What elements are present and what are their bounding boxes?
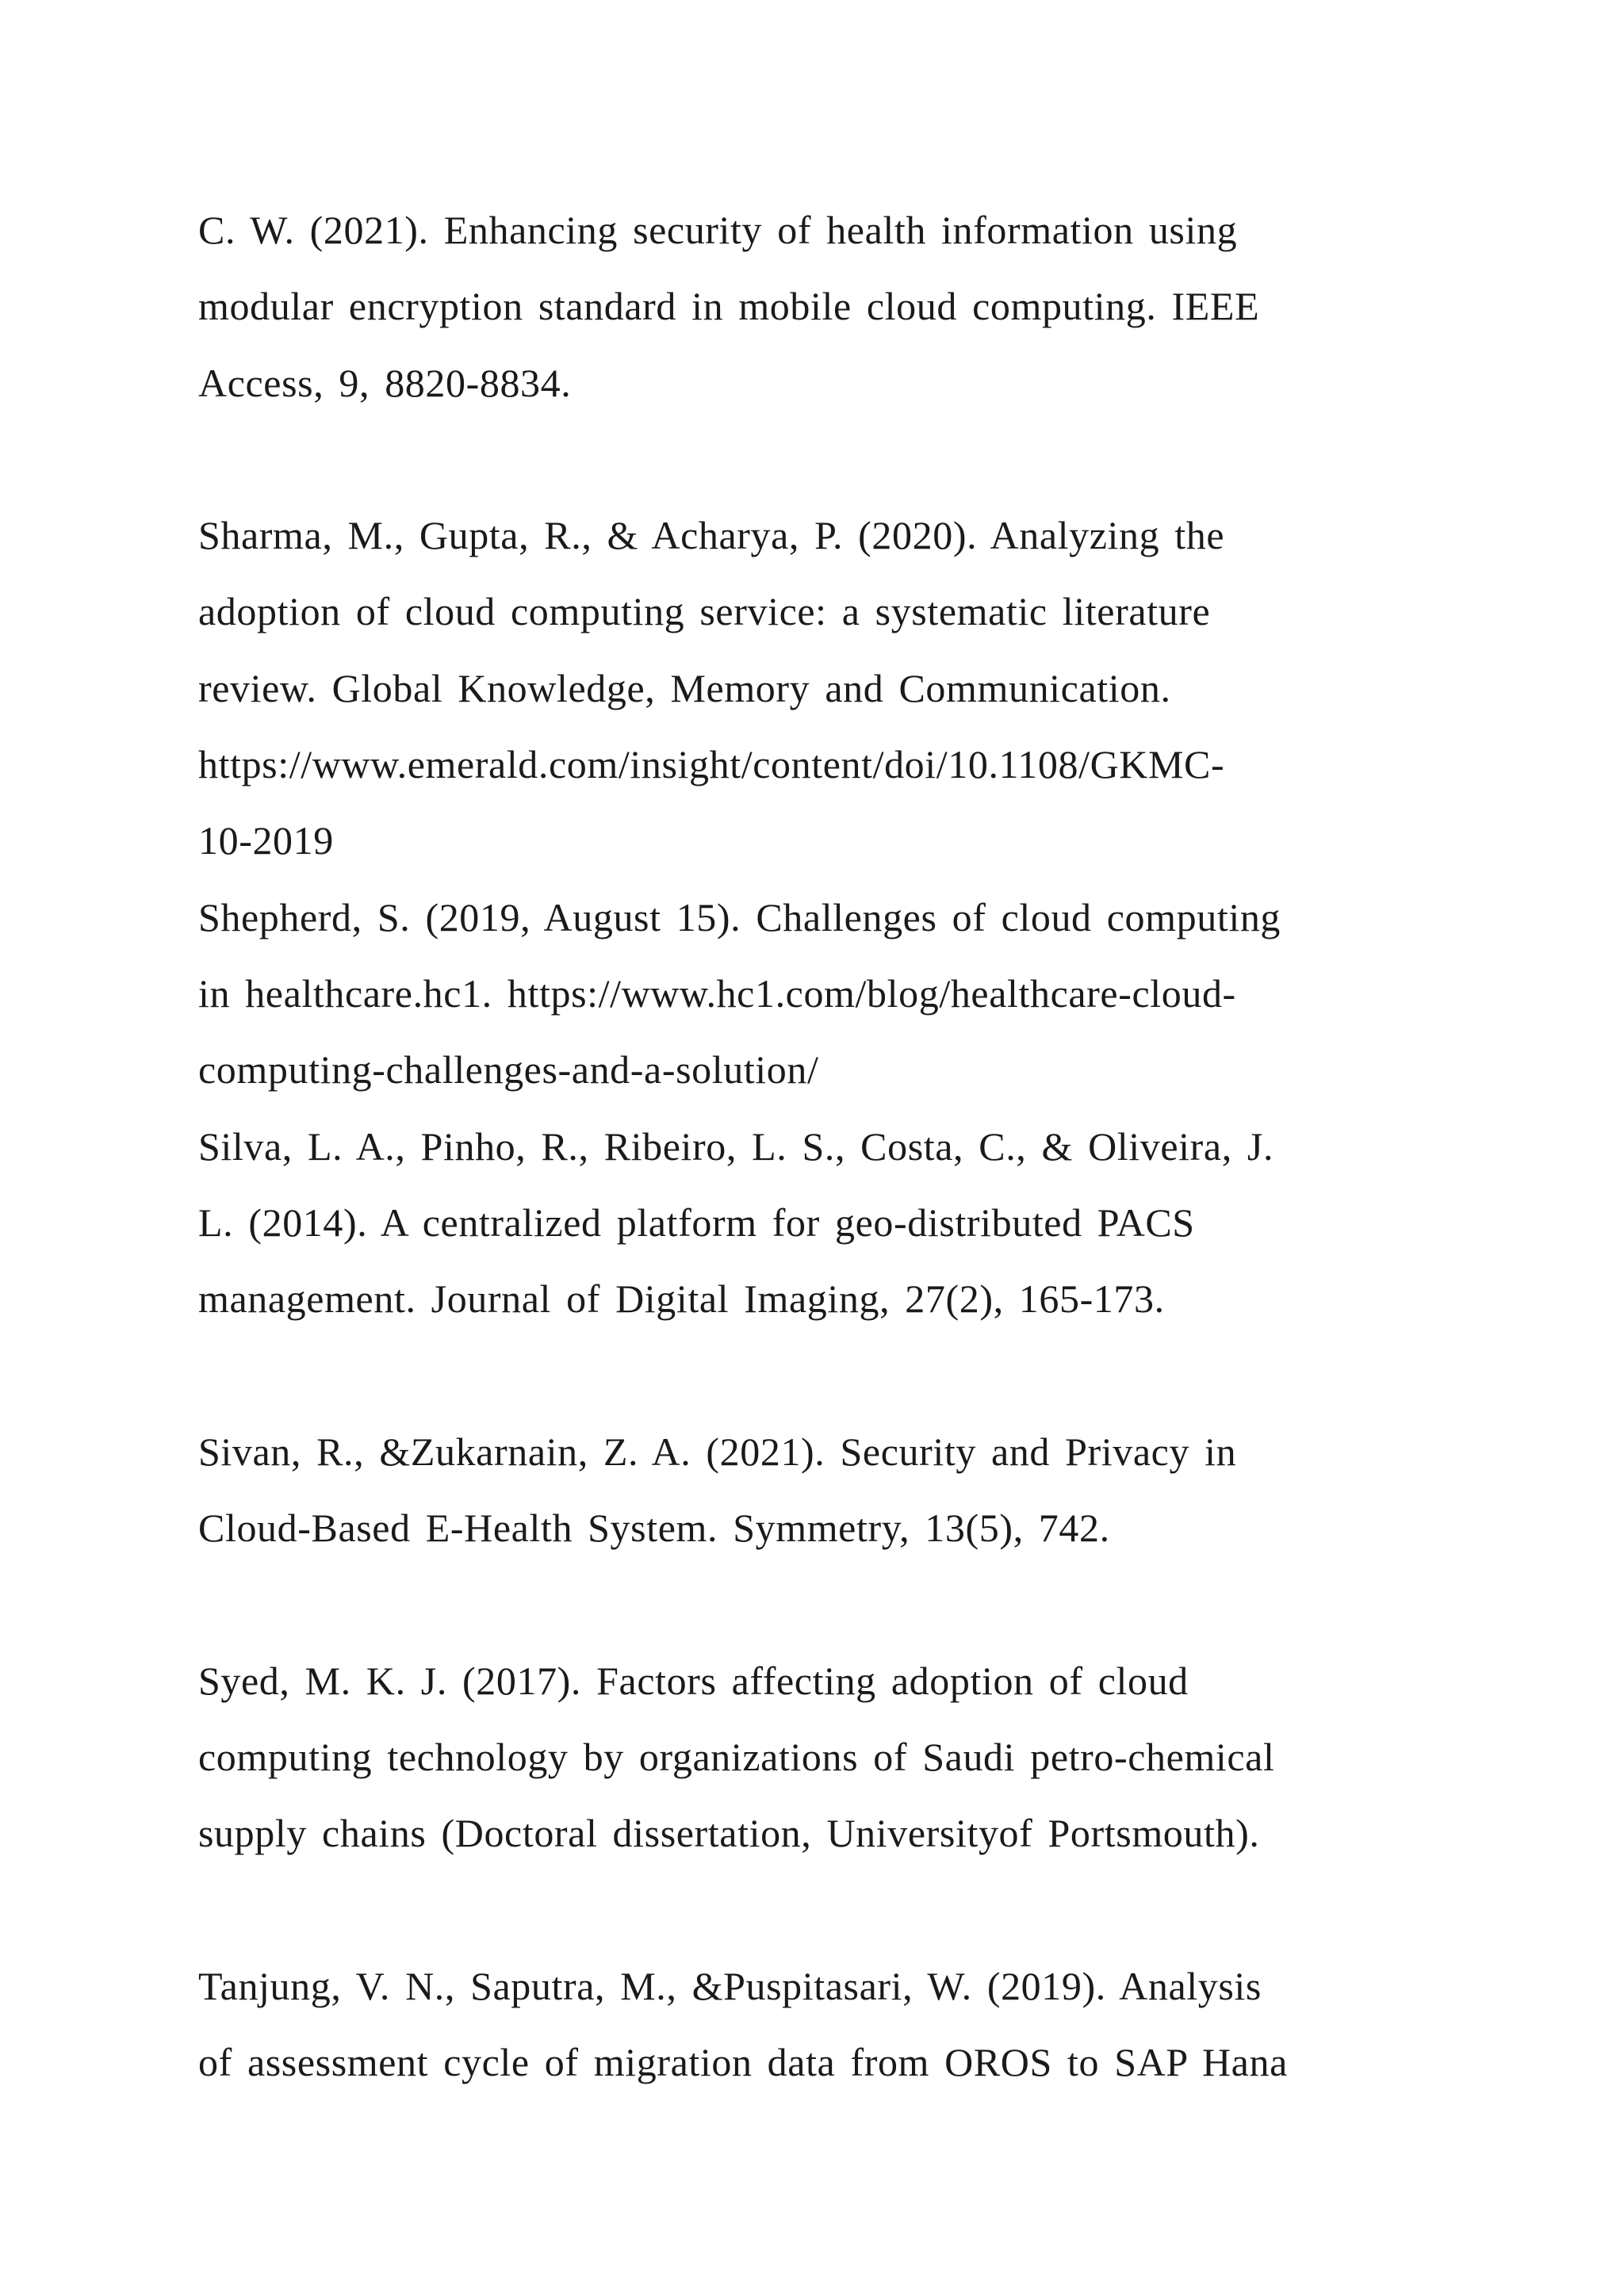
reference-line: computing technology by organizations of Saudi petro-chemical [198,1734,1275,1779]
reference-line: Syed, M. K. J. (2017). Factors affecting adoption of cloud [198,1658,1189,1703]
reference-line: C. W. (2021). Enhancing security of health information using [198,208,1238,252]
paragraph-gap [198,1872,1467,1948]
reference-line: L. (2014). A centralized platform for geo-distributed PACS [198,1200,1195,1245]
reference-entry-2 [198,497,1467,878]
reference-line: adoption of cloud computing service: a systematic literature [198,589,1211,634]
reference-line: Access, 9, 8820-8834. [198,360,572,405]
reference-line: modular encryption standard in mobile cloud computing. IEEE [198,284,1260,329]
reference-entry-1 [198,192,1467,421]
reference-line: Shepherd, S. (2019, August 15). Challenges of cloud computing [198,894,1281,939]
reference-entry-6 [198,1643,1467,1872]
reference-line: Tanjung, V. N., Saputra, M., &Puspitasari, W. (2019). Analysis [198,1963,1262,2008]
reference-entry-5 [198,1414,1467,1567]
reference-line: 10-2019 [198,818,334,863]
reference-list [198,192,1467,2100]
reference-entry-4 [198,1108,1467,1337]
reference-line: management. Journal of Digital Imaging, 27(2), 165-173. [198,1276,1165,1322]
reference-line: Silva, L. A., Pinho, R., Ribeiro, L. S., Costa, C., & Oliveira, J. [198,1123,1274,1169]
reference-entry-7 [198,1948,1467,2101]
reference-line: review. Global Knowledge, Memory and Communication. [198,665,1171,710]
paragraph-gap [198,1337,1467,1413]
reference-line: https://www.emerald.com/insight/content/doi/10.1108/GKMC- [198,742,1225,787]
paragraph-gap [198,1566,1467,1642]
paragraph-gap [198,421,1467,497]
reference-line: Sharma, M., Gupta, R., & Acharya, P. (2020). Analyzing the [198,513,1225,558]
reference-line: Sivan, R., &Zukarnain, Z. A. (2021). Security and Privacy in [198,1429,1237,1474]
reference-line: computing-challenges-and-a-solution/ [198,1047,819,1093]
reference-line: of assessment cycle of migration data from OROS to SAP Hana [198,2040,1288,2085]
reference-line: supply chains (Doctoral dissertation, Universityof Portsmouth). [198,1811,1260,1856]
reference-line: in healthcare.hc1. https://www.hc1.com/blog/healthcare-cloud- [198,970,1236,1016]
reference-entry-3 [198,879,1467,1108]
reference-line: Cloud-Based E-Health System. Symmetry, 13(5), 742. [198,1506,1110,1551]
